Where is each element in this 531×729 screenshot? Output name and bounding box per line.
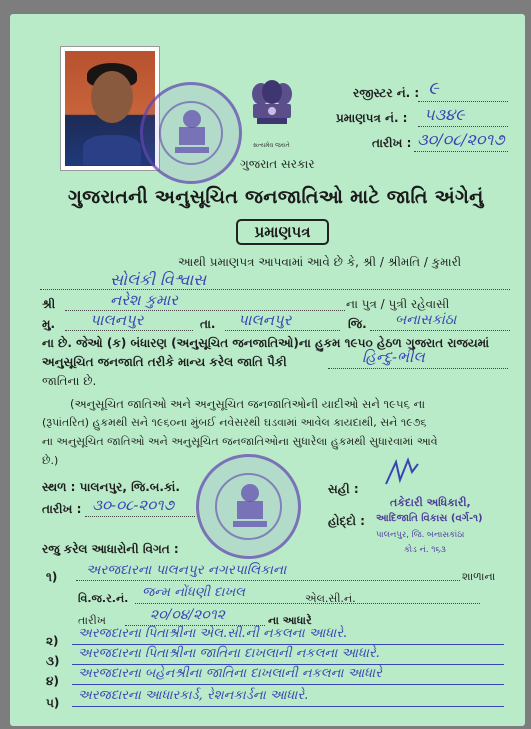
official-stamp-bottom xyxy=(196,454,301,559)
govt-label: ગુજરાત સરકાર xyxy=(240,157,315,171)
doc-5-text: અરજદારના આધારકાર્ડ, રેશનકાર્ડના આધારે. xyxy=(78,688,309,703)
doc-1c-value: ૨૦/૦૪/૨૦૧૨ xyxy=(150,607,225,623)
doc-1c-label: તારીખ xyxy=(78,614,106,627)
doc-1-number: ૧) xyxy=(46,570,58,584)
certificate-sheet xyxy=(10,14,525,726)
para2-line2: (રૂપાંતરિત) હુકમથી સને ૧૯૬૦ના મુંબઈ નવેસરથી ઘડવામાં આવેલ કાયદાથી, સને ૧૯૭૬ xyxy=(42,416,427,429)
certificate-no-label: પ્રમાણપત્ર નં. : xyxy=(336,111,408,125)
district-label: જિ. xyxy=(348,317,367,331)
doc-1b-value: જન્મ નોંધણી દાખલ xyxy=(142,585,246,600)
village-label: મુ. xyxy=(42,317,56,331)
doc-1c-suffix: ના આધારે xyxy=(268,614,312,627)
officer-line3: પાલનપુર, જિ. બનાસકાંઠા xyxy=(376,530,465,540)
constitution-line: ના છે. જેઓ (ક) બંધારણ (અનુસૂચિત જનજાતિઓ)ના હુકમ ૧૯૫૦ હેઠળ ગુજરાત રાજયમાં xyxy=(42,336,490,350)
officer-stamp-block xyxy=(370,492,510,564)
para2-line1: (અનુસૂચિત જાતિઓ અને અનુસૂચિત જનજાતિઓની યાદીઓ સને ૧૯૫૬ ના xyxy=(70,397,426,411)
issue-date-label: તારીખ : xyxy=(42,502,82,516)
caste-suffix: જાતિના છે. xyxy=(42,374,97,388)
doc-4-number: ૪) xyxy=(46,674,59,688)
doc-1b-label: વિ.જ.ર.નં. xyxy=(78,592,129,605)
recognized-line: અનુસૂચિત જનજાતિ તરીકે માન્ય કરેલ જાતિ પૈકી xyxy=(42,355,287,369)
national-emblem xyxy=(247,80,297,150)
certificate-badge: પ્રમાણપત્ર xyxy=(236,219,329,245)
certificate-title: ગુજરાતની અનુસૂચિત જનજાતિઓ માટે જાતિ અંગેનું xyxy=(68,186,484,208)
doc-4-text: અરજદારના બહેનશ્રીના જાતિના દાખલાની નકલના આધારે xyxy=(78,666,382,681)
village-value: પાલનપુર xyxy=(90,311,144,329)
place-label: સ્થળ : પાલનપુર, જિ.બ.કાં. xyxy=(42,480,180,494)
officer-line1: તકેદારી અધિકારી, xyxy=(390,496,471,509)
emblem-caption: સત્યમેવ જયતે xyxy=(253,142,290,149)
sign-label: સહી : xyxy=(328,482,359,496)
issue-date: ૩૦/૦૮/૨૦૧૭ xyxy=(417,130,505,149)
para2-line3: ના અનુસૂચિત જાતિઓ અને અનુસૂચિત જનજાતિઓના સુધારેલા હુકમથી સુધારવામાં આવે xyxy=(42,435,438,448)
official-stamp-top xyxy=(140,82,242,184)
officer-line4: કોડ નં. ૧૬૩ xyxy=(404,545,446,555)
doc-2-number: ૨) xyxy=(46,634,59,648)
doc-1-suffix: શાળાના xyxy=(462,570,496,583)
holder-name: સોલંકી વિશ્વાસ xyxy=(110,270,207,289)
shri-label: શ્રી xyxy=(42,297,56,311)
taluka-value: પાલનપુર xyxy=(238,311,292,329)
officer-signature xyxy=(382,454,422,494)
doc-3-number: ૩) xyxy=(46,654,60,668)
documents-heading: રજુ કરેલ આધારોની વિગત : xyxy=(42,542,179,556)
district-value: બનાસકાંઠા xyxy=(395,312,457,328)
doc-3-text: અરજદારના પિતાશ્રીના જાતિના દાખલાની નકલના આધારે. xyxy=(78,646,380,661)
register-number: ૯ xyxy=(428,78,439,99)
son-of-label: ના પુત્ર / પુત્રી રહેવાસી xyxy=(346,297,450,311)
doc-1b-suffix: એલ.સી.નં. xyxy=(305,592,356,605)
designation-label: હોદ્દો : xyxy=(328,514,365,528)
caste-value: હિન્દુ-ભીલ xyxy=(362,348,425,366)
intro-text: આથી પ્રમાણપત્ર આપવામાં આવે છે કે, શ્રી / શ્રીમતિ / કુમારી xyxy=(178,255,462,269)
date-label: તારીખ : xyxy=(372,136,412,150)
taluka-label: તા. xyxy=(200,317,216,331)
issue-date-value: ૩૦-૦૮-૨૦૧૭ xyxy=(92,496,175,514)
certificate-number: ૫૩૪૯ xyxy=(424,105,465,124)
officer-line2: આદિજાતિ વિકાસ (વર્ગ-૧) xyxy=(376,513,483,524)
doc-1-text: અરજદારના પાલનપુર નગરપાલિકાના xyxy=(86,562,287,578)
register-label: રજીસ્ટર નં. : xyxy=(353,86,420,100)
doc-5-number: ૫) xyxy=(46,696,60,710)
father-name: નરેશ કુમાર xyxy=(110,291,178,309)
doc-2-text: અરજદારના પિતાશ્રીના એલ.સી.ની નકલના આધારે. xyxy=(78,626,348,641)
para2-line4: છે.) xyxy=(42,454,59,467)
